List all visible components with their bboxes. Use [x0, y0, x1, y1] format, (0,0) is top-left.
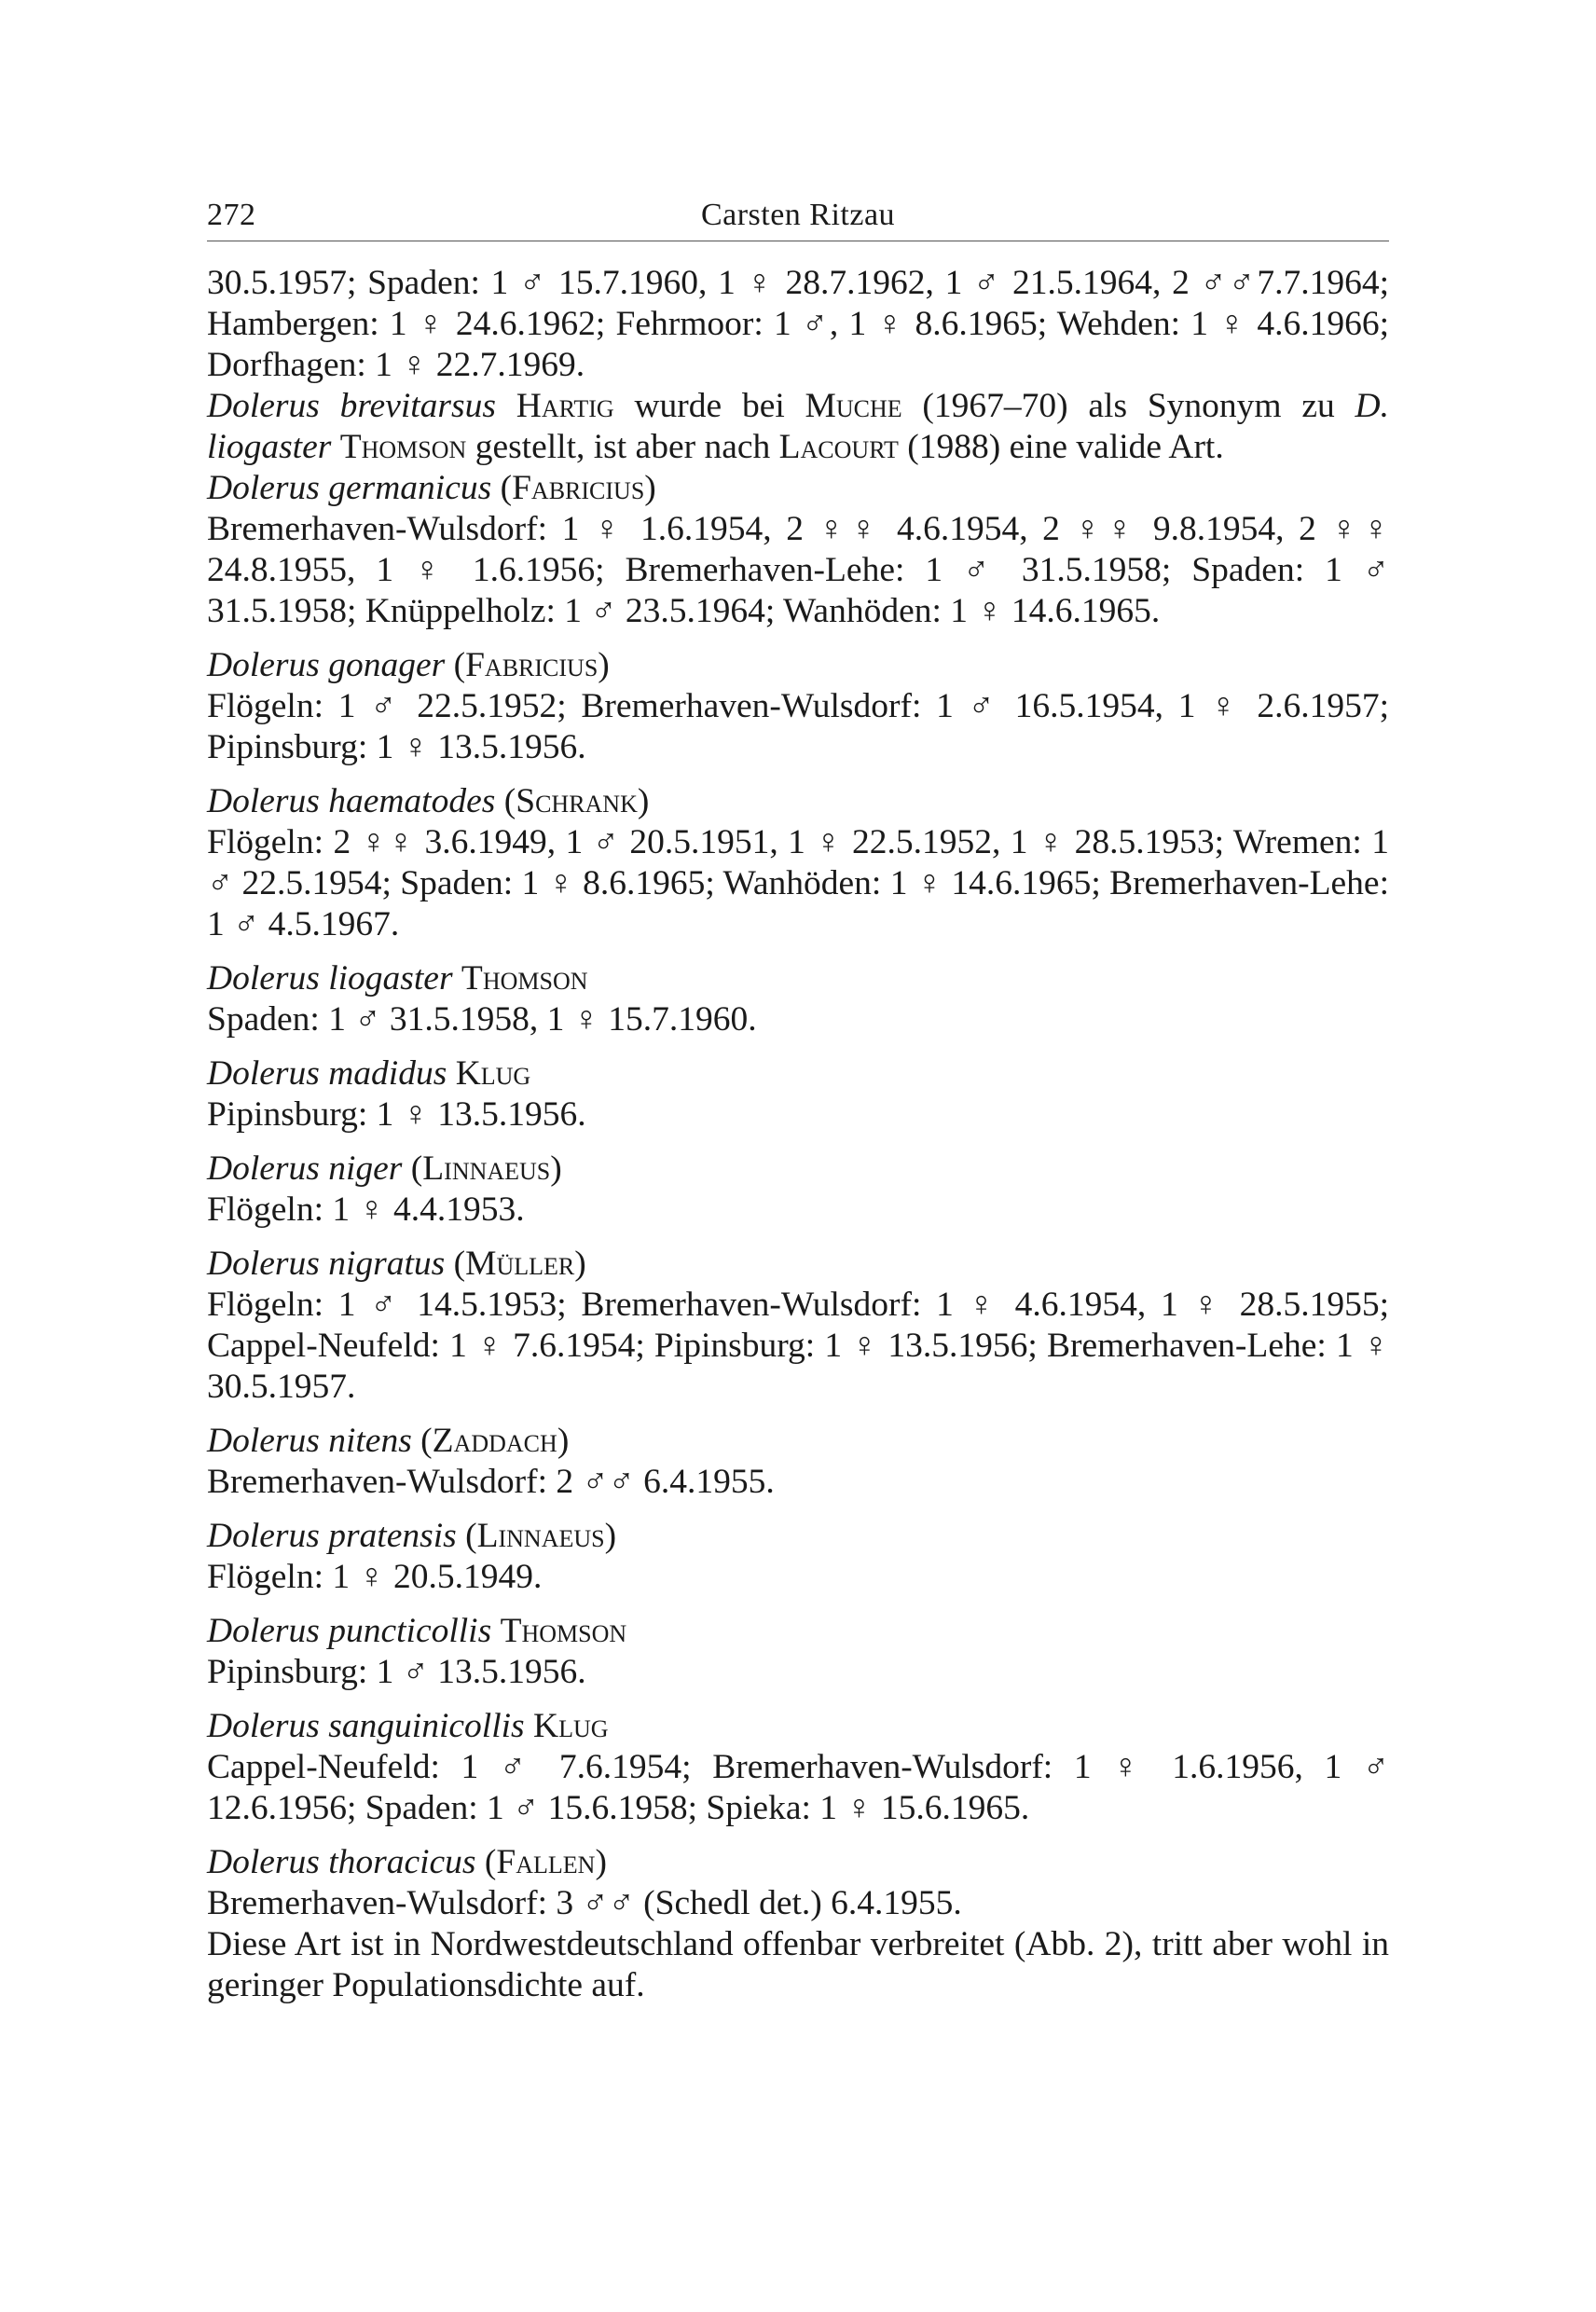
- author-paren-close: ): [637, 782, 650, 820]
- author-paren-open: (: [402, 1149, 423, 1188]
- note-text: wurde bei: [613, 387, 805, 425]
- author-paren-open: (: [445, 1245, 466, 1283]
- species-entry: [207, 1053, 1389, 1135]
- note-text: [496, 387, 516, 425]
- species-author: Linnaeus: [422, 1149, 551, 1188]
- species-author: Fabricius: [512, 469, 645, 507]
- author-paren-open: [491, 1612, 500, 1650]
- species-entry: [207, 1611, 1389, 1693]
- author-paren-open: [453, 959, 461, 998]
- author-paren-open: (: [411, 1422, 433, 1460]
- species-heading: [207, 645, 1389, 686]
- species-author: Fabricius: [465, 646, 598, 684]
- author-paren-open: (: [475, 1843, 497, 1881]
- species-name: Dolerus pratensis: [207, 1517, 457, 1555]
- closing-note: Diese Art ist in Nordwestdeutschland offenbar verbreitet (Abb. 2), tritt aber wohl in geringer Populationsdichte auf.: [207, 1925, 1389, 2004]
- species-heading: [207, 781, 1389, 822]
- page-header: [207, 192, 1389, 241]
- species-entry: [207, 1842, 1389, 1924]
- species-name: Dolerus haematodes: [207, 782, 496, 820]
- author-paren-open: [525, 1707, 533, 1745]
- species-records: Bremerhaven-Wulsdorf: 2 ♂♂ 6.4.1955.: [207, 1463, 775, 1501]
- species-author: Zaddach: [432, 1422, 557, 1460]
- species-author: Thomson: [461, 959, 588, 998]
- species-records: Flögeln: 1 ♂ 22.5.1952; Bremerhaven-Wulsdorf: 1 ♂ 16.5.1954, 1 ♀ 2.6.1957; Pipinsburg: 1 ♀ 13.5.1956.: [207, 687, 1389, 766]
- species-heading: [207, 1244, 1389, 1285]
- species-name: Dolerus nigratus: [207, 1245, 446, 1283]
- author-paren-close: ): [598, 646, 610, 684]
- note-text: (1988) eine valide Art.: [898, 428, 1224, 466]
- species-heading: [207, 958, 1389, 999]
- author-paren-close: ): [644, 469, 656, 507]
- intro-records: 30.5.1957; Spaden: 1 ♂ 15.7.1960, 1 ♀ 28.7.1962, 1 ♂ 21.5.1964, 2 ♂♂7.7.1964; Hambergen: 1 ♀ 24.6.1962; Fehrmoor: 1 ♂, 1 ♀ 8.6.1965; Wehden: 1 ♀ 4.6.1966; Dorfhagen: 1 ♀ 22.7.1969.: [207, 264, 1389, 384]
- page-number: 272: [207, 198, 256, 232]
- main-text: [207, 263, 1389, 2006]
- author-paren-close: ): [595, 1843, 607, 1881]
- species-heading: [207, 468, 1389, 509]
- species-records: Flögeln: 1 ♀ 20.5.1949.: [207, 1558, 543, 1596]
- species-records: Bremerhaven-Wulsdorf: 1 ♀ 1.6.1954, 2 ♀♀ 4.6.1954, 2 ♀♀ 9.8.1954, 2 ♀♀ 24.8.1955, 1 ♀ 1.6.1956; Bremerhaven-Lehe: 1 ♂ 31.5.1958; Spaden: 1 ♂ 31.5.1958; Knüppelholz: 1 ♂ 23.5.1964; Wanhöden: 1 ♀ 14.6.1965.: [207, 510, 1389, 630]
- species-name: Dolerus niger: [207, 1149, 403, 1188]
- species-name: Dolerus liogaster: [207, 959, 453, 998]
- species-author: Fallen: [496, 1843, 596, 1881]
- note-text: [331, 428, 339, 466]
- species-records: Pipinsburg: 1 ♂ 13.5.1956.: [207, 1653, 586, 1691]
- species-records: Bremerhaven-Wulsdorf: 3 ♂♂ (Schedl det.) 6.4.1955.: [207, 1884, 962, 1922]
- species-name: Dolerus sanguinicollis: [207, 1707, 525, 1745]
- species-name: Dolerus thoracicus: [207, 1843, 476, 1881]
- species-entry: [207, 781, 1389, 945]
- species-entry: [207, 645, 1389, 768]
- species-heading: [207, 1842, 1389, 1883]
- species-name: Dolerus madidus: [207, 1054, 447, 1093]
- species-heading: [207, 1706, 1389, 1747]
- species-name: Dolerus nitens: [207, 1422, 412, 1460]
- running-title: Carsten Ritzau: [700, 198, 896, 232]
- synonym-note: [207, 386, 1389, 468]
- species-name: Dolerus germanicus: [207, 469, 492, 507]
- author-paren-open: (: [495, 782, 516, 820]
- species-heading: [207, 1053, 1389, 1094]
- note-author: Lacourt: [778, 428, 899, 466]
- author-paren-open: (: [491, 469, 513, 507]
- species-name: Dolerus puncticollis: [207, 1612, 492, 1650]
- species-author: Linnaeus: [476, 1517, 605, 1555]
- author-paren-open: (: [456, 1517, 477, 1555]
- author-paren-close: ): [604, 1517, 617, 1555]
- author-paren-close: ): [574, 1245, 586, 1283]
- species-author: Schrank: [516, 782, 638, 820]
- species-entry: [207, 1149, 1389, 1231]
- author-paren-close: ): [557, 1422, 570, 1460]
- species-records: Spaden: 1 ♂ 31.5.1958, 1 ♀ 15.7.1960.: [207, 1000, 757, 1039]
- species-heading: [207, 1149, 1389, 1190]
- species-heading: [207, 1421, 1389, 1462]
- note-text: gestellt, ist aber nach: [466, 428, 779, 466]
- note-species: D. liogaster: [207, 387, 1389, 466]
- species-entry: [207, 1706, 1389, 1829]
- species-records: Flögeln: 1 ♀ 4.4.1953.: [207, 1190, 525, 1229]
- species-entry: [207, 958, 1389, 1040]
- species-records: Flögeln: 1 ♂ 14.5.1953; Bremerhaven-Wulsdorf: 1 ♀ 4.6.1954, 1 ♀ 28.5.1955; Cappel-Neufeld: 1 ♀ 7.6.1954; Pipinsburg: 1 ♀ 13.5.1956; Bremerhaven-Lehe: 1 ♀ 30.5.1957.: [207, 1286, 1389, 1406]
- species-heading: [207, 1516, 1389, 1557]
- species-records: Cappel-Neufeld: 1 ♂ 7.6.1954; Bremerhaven-Wulsdorf: 1 ♀ 1.6.1956, 1 ♂ 12.6.1956; Spaden: 1 ♂ 15.6.1958; Spieka: 1 ♀ 15.6.1965.: [207, 1748, 1389, 1827]
- species-author: Thomson: [500, 1612, 627, 1650]
- note-author: Hartig: [516, 387, 614, 425]
- author-paren-open: (: [445, 646, 466, 684]
- note-species: Dolerus brevitarsus: [207, 387, 496, 425]
- species-name: Dolerus gonager: [207, 646, 446, 684]
- species-entry: [207, 1516, 1389, 1598]
- species-entry: [207, 1421, 1389, 1503]
- intro-block: [207, 263, 1389, 468]
- author-paren-close: ): [550, 1149, 562, 1188]
- species-heading: [207, 1611, 1389, 1652]
- note-author: Muche: [805, 387, 902, 425]
- author-paren-open: [447, 1054, 455, 1093]
- species-entry: [207, 1244, 1389, 1408]
- note-author: Thomson: [339, 428, 467, 466]
- species-entry: [207, 468, 1389, 632]
- species-records: Flögeln: 2 ♀♀ 3.6.1949, 1 ♂ 20.5.1951, 1 ♀ 22.5.1952, 1 ♀ 28.5.1953; Wremen: 1 ♂ 22.5.1954; Spaden: 1 ♀ 8.6.1965; Wanhöden: 1 ♀ 14.6.1965; Bremerhaven-Lehe: 1 ♂ 4.5.1967.: [207, 823, 1389, 943]
- species-list: [207, 468, 1389, 1924]
- species-records: Pipinsburg: 1 ♀ 13.5.1956.: [207, 1095, 586, 1134]
- species-author: Müller: [465, 1245, 575, 1283]
- species-author: Klug: [533, 1707, 609, 1745]
- species-author: Klug: [455, 1054, 531, 1093]
- note-text: (1967–70) als Synonym zu: [901, 387, 1355, 425]
